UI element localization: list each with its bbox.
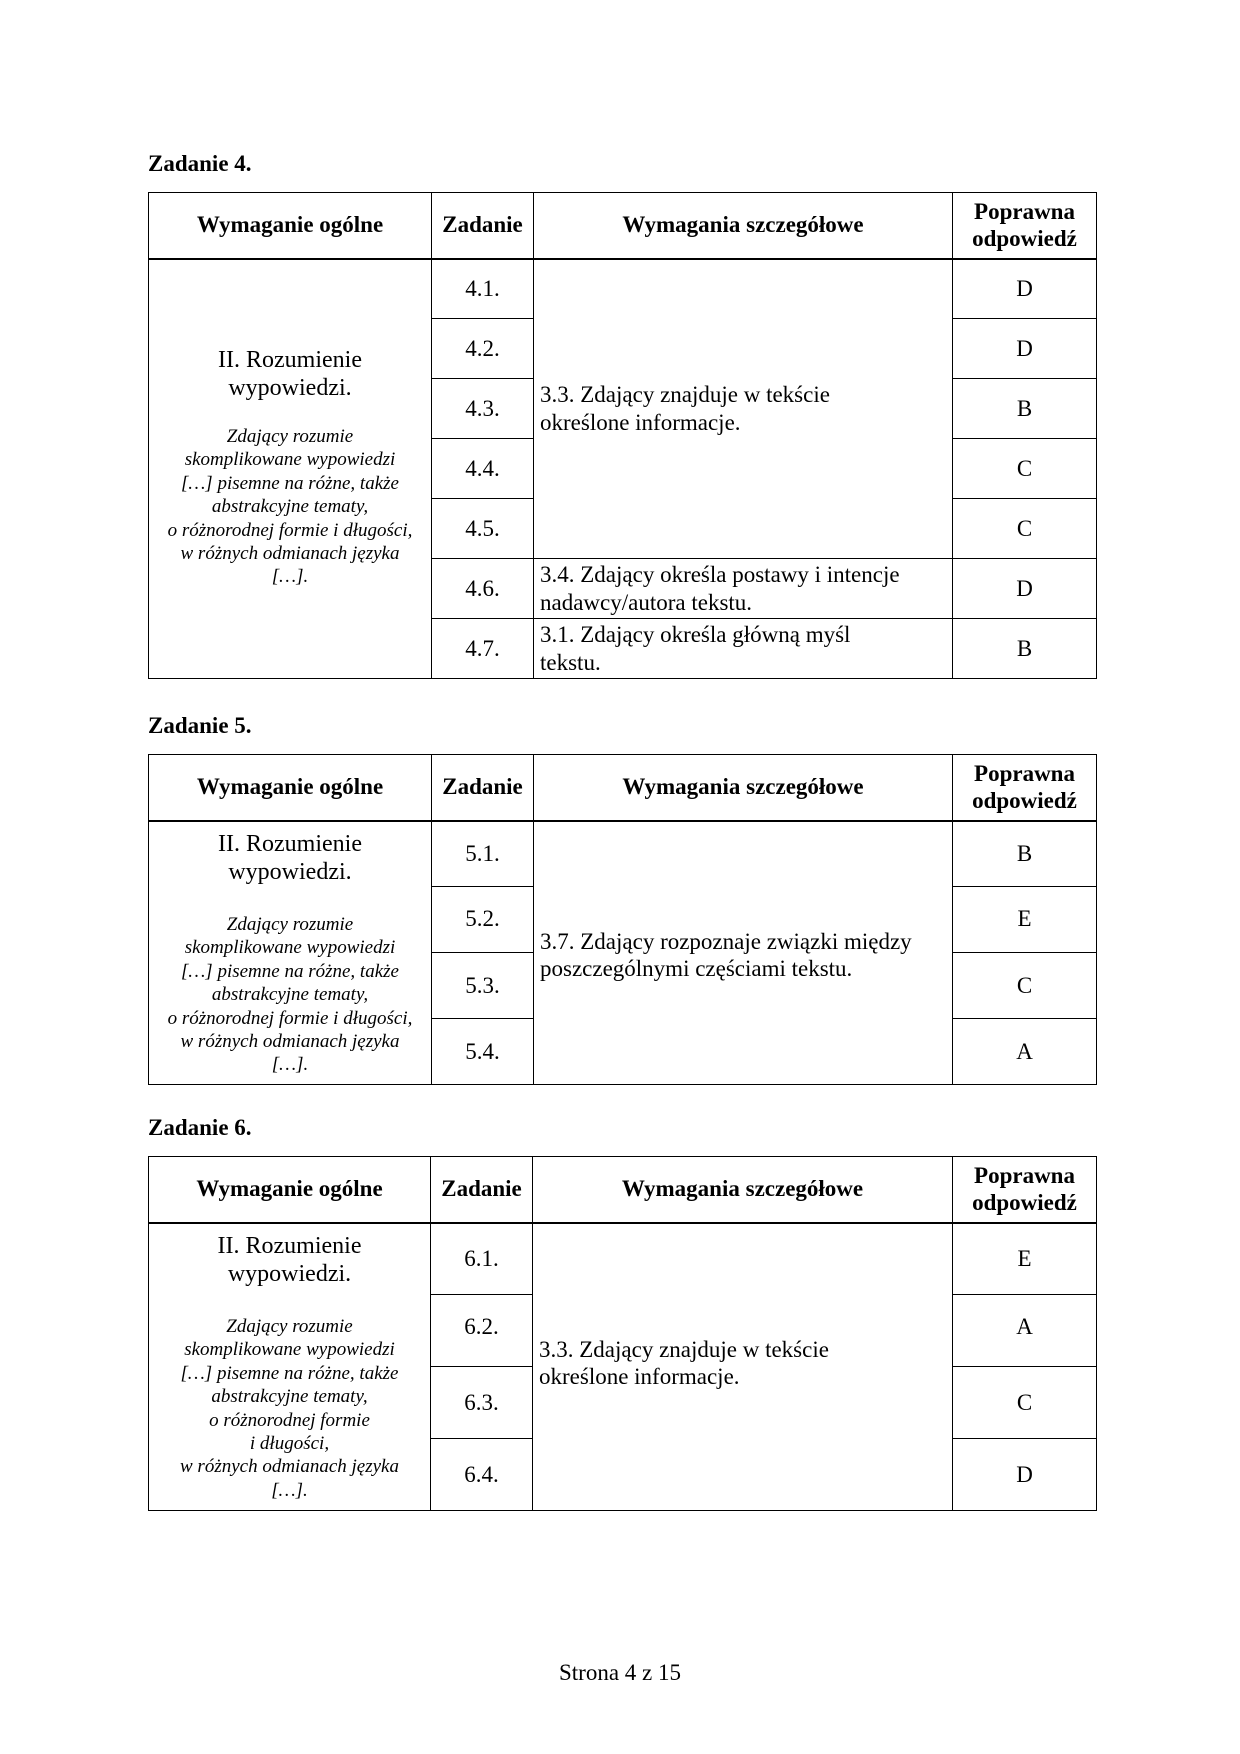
section-heading-6: Zadanie 6. — [148, 1115, 252, 1140]
correct-answer: B — [953, 379, 1097, 439]
correct-answer: E — [953, 1223, 1097, 1295]
task-number: 4.2. — [432, 319, 534, 379]
detailed-requirement-cell: 3.3. Zdający znajduje w tekście określone informacje. — [534, 259, 953, 559]
table-row — [149, 259, 1097, 319]
task-number: 5.1. — [432, 821, 534, 887]
correct-answer: A — [953, 1295, 1097, 1367]
detailed-requirement-cell: 3.7. Zdający rozpoznaje związki między poszczególnymi częściami tekstu. — [534, 821, 953, 1085]
task-number: 6.1. — [431, 1223, 533, 1295]
table-header-row — [149, 193, 1097, 259]
correct-answer: D — [953, 559, 1097, 619]
task-number: 4.6. — [432, 559, 534, 619]
page-number-footer: Strona 4 z 15 — [558, 1660, 681, 1685]
answer-key-table-5 — [148, 754, 1097, 1085]
correct-answer: A — [953, 1019, 1097, 1085]
correct-answer: C — [953, 1367, 1097, 1439]
table-row — [149, 1223, 1097, 1295]
correct-answer: E — [953, 887, 1097, 953]
section-heading-5: Zadanie 5. — [148, 713, 252, 738]
table-header-row — [149, 1157, 1097, 1223]
correct-answer: C — [953, 439, 1097, 499]
task-number: 5.2. — [432, 887, 534, 953]
detailed-requirement-cell: 3.1. Zdający określa główną myśl tekstu. — [534, 619, 953, 679]
header-general: Wymaganie ogólne — [149, 193, 432, 259]
header-task: Zadanie — [432, 193, 534, 259]
correct-answer: B — [953, 619, 1097, 679]
task-number: 4.5. — [432, 499, 534, 559]
header-general: Wymaganie ogólne — [149, 1157, 431, 1223]
table-row — [149, 821, 1097, 887]
detailed-requirement-cell: 3.3. Zdający znajduje w tekście określone informacje. — [533, 1223, 953, 1511]
header-task: Zadanie — [431, 1157, 533, 1223]
section-heading-4: Zadanie 4. — [148, 151, 252, 176]
header-detailed: Wymagania szczegółowe — [533, 1157, 953, 1223]
task-number: 6.3. — [431, 1367, 533, 1439]
header-detailed: Wymagania szczegółowe — [534, 193, 953, 259]
header-answer: Poprawna odpowiedź — [953, 193, 1097, 259]
correct-answer: D — [953, 319, 1097, 379]
header-detailed: Wymagania szczegółowe — [534, 755, 953, 821]
answer-key-table-6 — [148, 1156, 1097, 1511]
task-number: 4.1. — [432, 259, 534, 319]
table-header-row — [149, 755, 1097, 821]
correct-answer: D — [953, 1439, 1097, 1511]
correct-answer: C — [953, 953, 1097, 1019]
task-number: 6.2. — [431, 1295, 533, 1367]
header-answer: Poprawna odpowiedź — [953, 1157, 1097, 1223]
task-number: 4.4. — [432, 439, 534, 499]
task-number: 6.4. — [431, 1439, 533, 1511]
general-requirement-cell: II. Rozumienie wypowiedzi. Zdający rozumie skomplikowane wypowiedzi […] pisemne na różne, także abstrakcyjne tematy, o różnorodnej formie i długości, w różnych odmianach języka […]. — [149, 259, 432, 679]
answer-key-table-4 — [148, 192, 1097, 679]
header-general: Wymaganie ogólne — [149, 755, 432, 821]
task-number: 5.3. — [432, 953, 534, 1019]
general-requirement-cell: II. Rozumienie wypowiedzi. Zdający rozumie skomplikowane wypowiedzi […] pisemne na różne, także abstrakcyjne tematy, o różnorodnej formie i długości, w różnych odmianach języka […]. — [149, 1223, 431, 1511]
correct-answer: D — [953, 259, 1097, 319]
task-number: 4.3. — [432, 379, 534, 439]
correct-answer: C — [953, 499, 1097, 559]
header-task: Zadanie — [432, 755, 534, 821]
general-requirement-cell: II. Rozumienie wypowiedzi. Zdający rozumie skomplikowane wypowiedzi […] pisemne na różne, także abstrakcyjne tematy, o różnorodnej formie i długości, w różnych odmianach języka […]. — [149, 821, 432, 1085]
task-number: 5.4. — [432, 1019, 534, 1085]
correct-answer: B — [953, 821, 1097, 887]
detailed-requirement-cell: 3.4. Zdający określa postawy i intencje nadawcy/autora tekstu. — [534, 559, 953, 619]
task-number: 4.7. — [432, 619, 534, 679]
header-answer: Poprawna odpowiedź — [953, 755, 1097, 821]
